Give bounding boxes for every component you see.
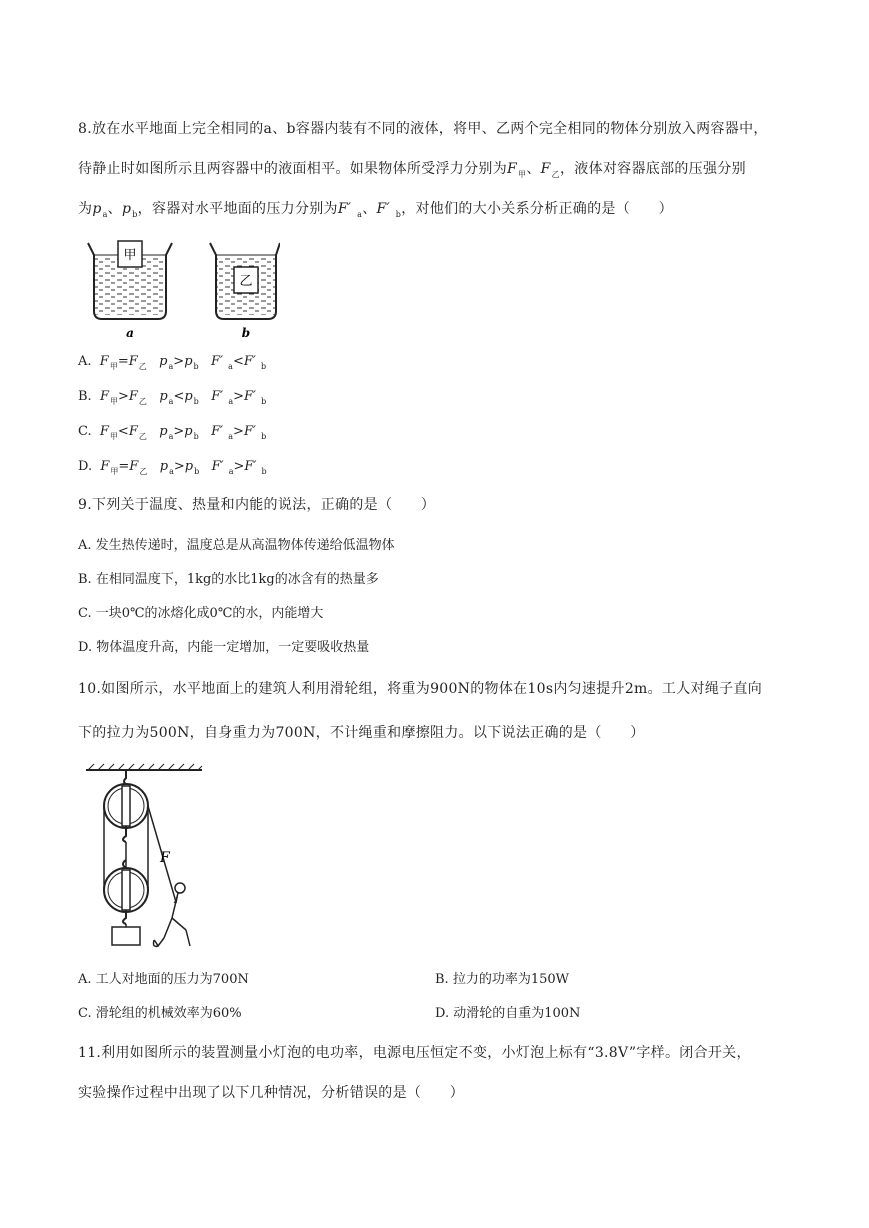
container-a bbox=[88, 241, 172, 340]
q10-option-b[interactable]: B. 拉力的功率为150W bbox=[435, 972, 569, 987]
containers-figure bbox=[80, 235, 280, 345]
q8-option-d[interactable]: D. $F_甲=F_乙$ $p_a>p_b$ F′ $_a$>F′ $_b$ bbox=[78, 459, 267, 476]
q9-option-a[interactable]: A. 发生热传递时，温度总是从高温物体传递给低温物体 bbox=[78, 538, 395, 553]
q10-option-d[interactable]: D. 动滑轮的自重为100N bbox=[435, 1006, 581, 1021]
q9-option-c[interactable]: C. 一块0℃的冰熔化成0℃的水，内能增大 bbox=[78, 606, 324, 621]
caption-a: a bbox=[126, 326, 134, 340]
force-label: F bbox=[160, 850, 170, 866]
q10-stem-line1: 10.如图所示，水平地面上的建筑人利用滑轮组，将重为900N的物体在10s内匀速提升2m。工人对绳子直向 bbox=[78, 681, 763, 697]
q8-option-b[interactable]: B. $F_甲>F_乙$ $p_a<p_b$ F′ $_a$>F′ $_b$ bbox=[78, 389, 267, 406]
load-block bbox=[112, 927, 140, 945]
q10-option-c[interactable]: C. 滑轮组的机械效率为60% bbox=[78, 1006, 242, 1021]
pulley-figure bbox=[82, 762, 212, 952]
q9-option-d[interactable]: D. 物体温度升高，内能一定增加，一定要吸收热量 bbox=[78, 640, 370, 655]
q8-option-c[interactable]: C. $F_甲<F_乙$ $p_a>p_b$ F′ $_a$>F′ $_b$ bbox=[78, 424, 267, 441]
q8-stem-line3: 为$p_a$、$p_b$，容器对水平地面的压力分别为F′ $_a$、F′ $_b$，对他们的大小关系分析正确的是（ ） bbox=[78, 201, 673, 219]
caption-b: b bbox=[241, 326, 251, 340]
label-yi: 乙 bbox=[239, 274, 253, 289]
container-b bbox=[210, 243, 280, 340]
q9-option-b[interactable]: B. 在相同温度下，1kg的水比1kg的冰含有的热量多 bbox=[78, 572, 379, 587]
label-jia: 甲 bbox=[123, 248, 137, 263]
q10-option-a[interactable]: A. 工人对地面的压力为700N bbox=[78, 972, 249, 987]
q8-option-a[interactable]: A. $F_甲=F_乙$ $p_a>p_b$ F′ $_a$<F′ $_b$ bbox=[78, 354, 267, 371]
q8-stem-line2: 待静止时如图所示且两容器中的液面相平。如果物体所受浮力分别为$F_甲$、$F_乙$，液体对容器底部的压强分别 bbox=[78, 161, 746, 179]
q8-stem-line1: 8.放在水平地面上完全相同的a、b容器内装有不同的液体，将甲、乙两个完全相同的物体分别放入两容器中， bbox=[78, 121, 768, 137]
q11-stem-line2: 实验操作过程中出现了以下几种情况，分析错误的是（ ） bbox=[78, 1085, 465, 1101]
q10-stem-line2: 下的拉力为500N，自身重力为700N，不计绳重和摩擦阻力。以下说法正确的是（ ） bbox=[78, 725, 645, 741]
q11-stem-line1: 11.利用如图所示的装置测量小灯泡的电功率，电源电压恒定不变，小灯泡上标有“3.8V”字样。闭合开关， bbox=[78, 1045, 751, 1061]
q9-stem: 9.下列关于温度、热量和内能的说法，正确的是（ ） bbox=[78, 497, 436, 513]
worker-figure bbox=[154, 883, 191, 946]
